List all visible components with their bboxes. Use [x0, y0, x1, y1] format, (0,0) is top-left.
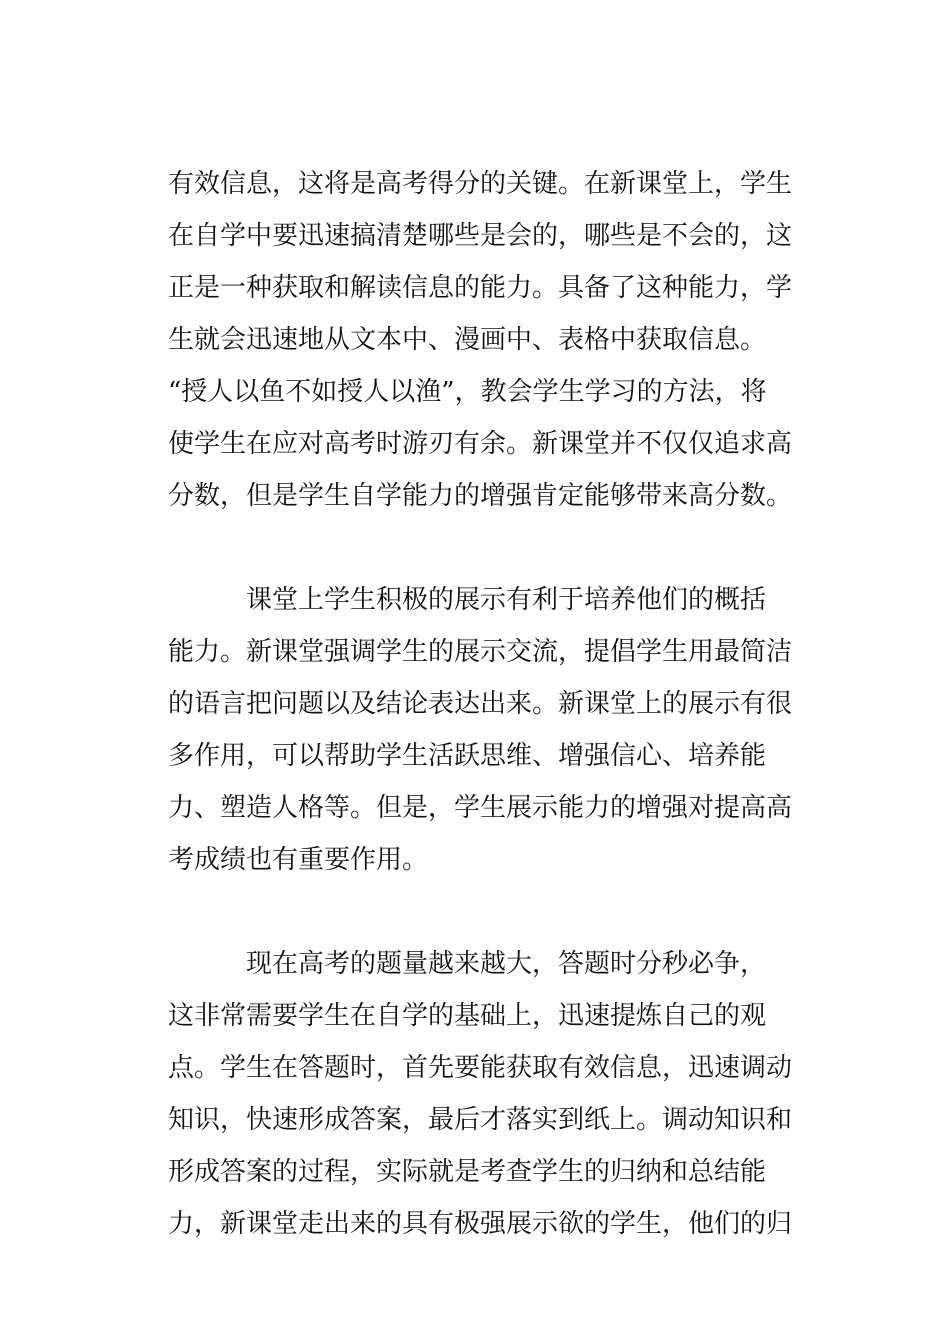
- text-line: “授人以鱼不如授人以渔”，教会学生学习的方法，将: [168, 377, 767, 407]
- text-line: 有效信息，这将是高考得分的关键。在新课堂上，学生: [168, 169, 793, 199]
- text-line: 正是一种获取和解读信息的能力。具备了这种能力，学: [168, 273, 793, 303]
- text-line: 现在高考的题量越来越大，答题时分秒必争，: [246, 949, 767, 979]
- text-line: 力、塑造人格等。但是，学生展示能力的增强对提高高: [168, 793, 793, 823]
- text-line: 分数，但是学生自学能力的增强肯定能够带来高分数。: [168, 481, 793, 511]
- paragraph-1: [168, 158, 793, 522]
- paragraph-gap: [168, 522, 788, 574]
- text-line: 生就会迅速地从文本中、漫画中、表格中获取信息。: [168, 325, 767, 355]
- text-line: 的语言把问题以及结论表达出来。新课堂上的展示有很: [168, 689, 793, 719]
- paragraph-3: [168, 938, 793, 1250]
- text-line: 能力。新课堂强调学生的展示交流，提倡学生用最简洁: [168, 637, 793, 667]
- paragraph-gap: [168, 886, 788, 938]
- document-body: [168, 158, 793, 1250]
- paragraph-2: [168, 574, 793, 886]
- text-line: 点。学生在答题时，首先要能获取有效信息，迅速调动: [168, 1053, 793, 1083]
- text-line: 课堂上学生积极的展示有利于培养他们的概括: [246, 585, 767, 615]
- text-line: 在自学中要迅速搞清楚哪些是会的，哪些是不会的，这: [168, 221, 793, 251]
- text-line: 使学生在应对高考时游刃有余。新课堂并不仅仅追求高: [168, 429, 793, 459]
- text-line: 这非常需要学生在自学的基础上，迅速提炼自己的观: [168, 1001, 767, 1031]
- text-line: 知识，快速形成答案，最后才落实到纸上。调动知识和: [168, 1105, 793, 1135]
- text-line: 形成答案的过程，实际就是考查学生的归纳和总结能: [168, 1157, 767, 1187]
- text-line: 多作用，可以帮助学生活跃思维、增强信心、培养能: [168, 741, 767, 771]
- text-line: 考成绩也有重要作用。: [168, 845, 429, 875]
- text-line: 力，新课堂走出来的具有极强展示欲的学生，他们的归: [168, 1209, 793, 1239]
